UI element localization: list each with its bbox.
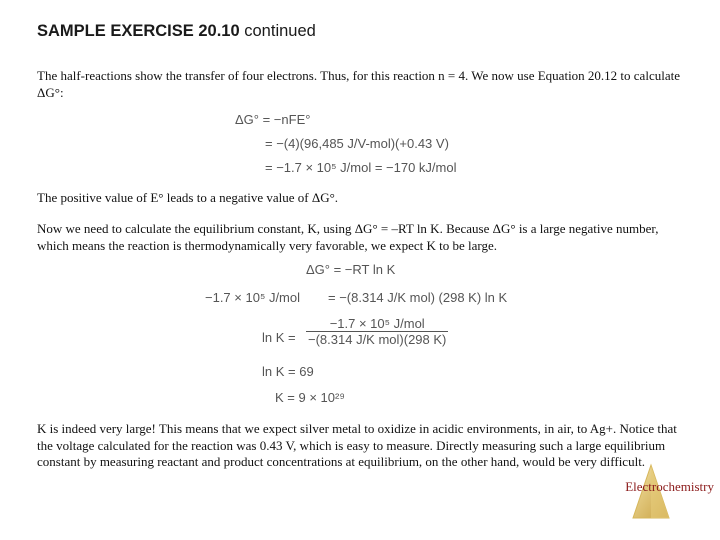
eq2-row-5: K = 9 × 10²⁹ bbox=[275, 390, 345, 405]
equation-line-2: = −(4)(96,485 J/V-mol)(+0.43 V) bbox=[265, 136, 449, 151]
eq2-fraction-denominator: −(8.314 J/K mol)(298 K) bbox=[308, 332, 447, 347]
equation-line-3: = −1.7 × 10⁵ J/mol = −170 kJ/mol bbox=[265, 160, 457, 175]
title-rest: continued bbox=[239, 22, 316, 40]
eq2-row-1: ΔG° = −RT ln K bbox=[306, 262, 396, 277]
paragraph-conclusion: K is indeed very large! This means that we expect silver metal to oxidize in acidic environments, in air, to Ag+. Notice that the voltage calculated for the reaction was 0.43 V, which is easy to measure. Directly measuring such a large equilibrium constant by measuring reactant and product concentrations at equilibrium, on the other hand, would be very difficult. bbox=[37, 421, 677, 469]
eq2-row-2-rhs: = −(8.314 J/K mol) (298 K) ln K bbox=[328, 290, 508, 305]
eq2-row-4: ln K = 69 bbox=[262, 364, 314, 379]
eq2-fraction-body bbox=[306, 316, 448, 347]
equation-line-1: ΔG° = −nFE° bbox=[235, 112, 311, 127]
eq2-row-3-lhs: ln K = bbox=[262, 330, 296, 345]
eq2-fraction-numerator: −1.7 × 10⁵ J/mol bbox=[306, 316, 448, 332]
footer-label: Electrochemistry bbox=[625, 479, 714, 494]
paragraph-positive-e: The positive value of E° leads to a negative value of ΔG°. bbox=[37, 190, 339, 205]
eq2-fraction bbox=[306, 316, 448, 347]
equation-equilibrium-constant bbox=[200, 262, 530, 412]
equation-delta-g bbox=[235, 112, 495, 182]
page-title bbox=[37, 22, 316, 41]
paragraph-equilibrium: Now we need to calculate the equilibrium constant, K, using ΔG° = –RT ln K. Because ΔG° is a large negative number, which means the reaction is thermodynamically very favorable, we expect K to be large. bbox=[37, 221, 659, 253]
title-bold: SAMPLE EXERCISE 20.10 bbox=[37, 22, 240, 40]
paragraph-intro: The half-reactions show the transfer of four electrons. Thus, for this reaction n = 4. We now use Equation 20.12 to calculate ΔG°: bbox=[37, 68, 680, 100]
eq2-row-2-lhs: −1.7 × 10⁵ J/mol bbox=[205, 290, 300, 305]
